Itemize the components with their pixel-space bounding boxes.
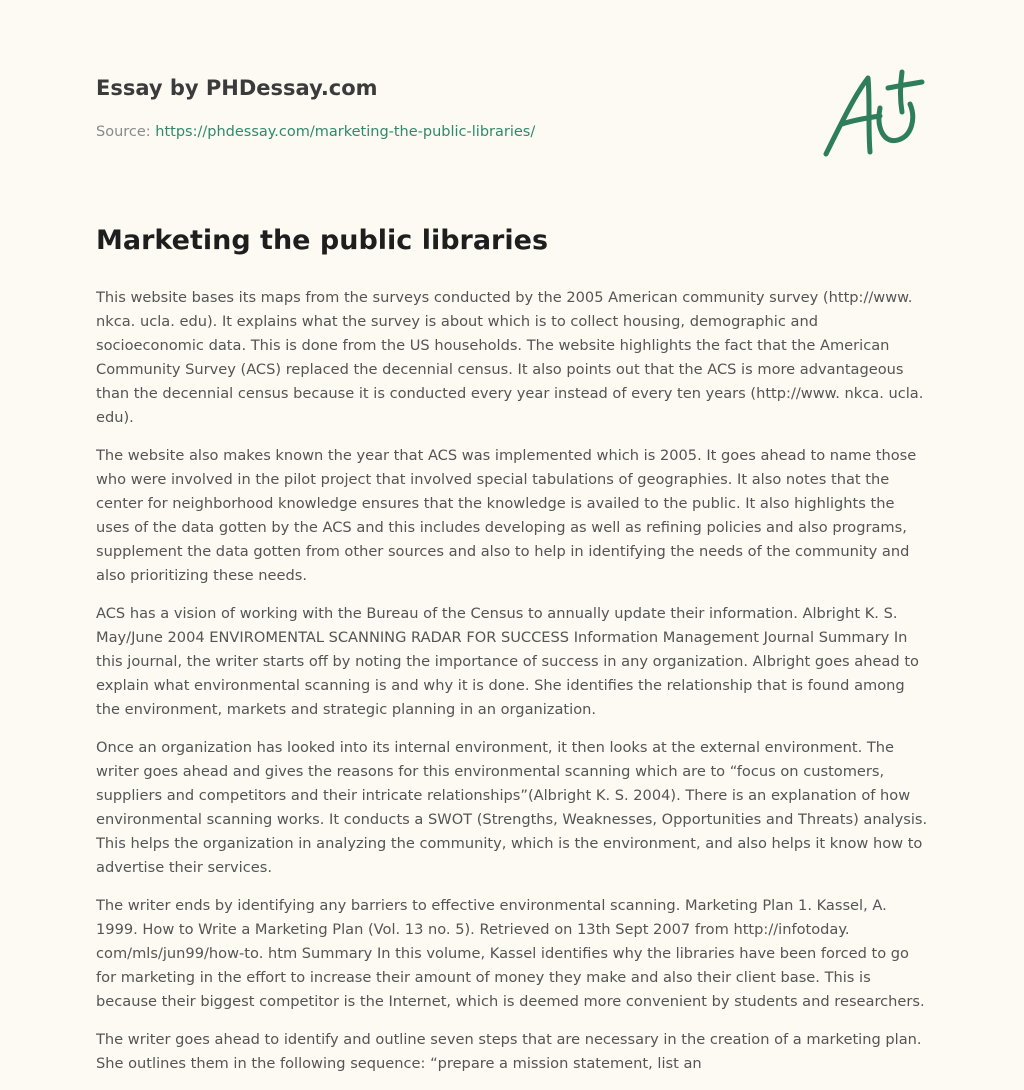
article-paragraph: ACS has a vision of working with the Bureau of the Census to annually update their information. Albright K. S. May/June 2004 ENVIROMENTAL SCANNING RADAR FOR SUCCESS Information Management Journal Summary In this journal, the writer starts off by noting the importance of success in any organization. Albright goes ahead to explain what environmental scanning is and why it is done. She identifies the relationship that is found among the environment, markets and strategic planning in an organization. xyxy=(96,605,919,718)
article-paragraph: The writer ends by identifying any barriers to effective environmental scanning. Marketing Plan 1. Kassel, A. 1999. How to Write a Marketing Plan (Vol. 13 no. 5). Retrieved on 13th Sept 2007 from http://infotoday. com/mls/jun99/how-to. htm Summary In this volume, Kassel identifies why the libraries have been forced to go for marketing in the effort to increase their amount of money they make and also their client base. This is because their biggest competitor is the Internet, which is deemed more convenient by students and researchers. xyxy=(96,897,925,1010)
article-body xyxy=(96,286,928,1090)
article-paragraph: The writer goes ahead to identify and outline seven steps that are necessary in the creation of a marketing plan. She outlines them in the following sequence: “prepare a mission statement, list an xyxy=(96,1031,922,1072)
source-link[interactable]: https://phdessay.com/marketing-the-public-libraries/ xyxy=(155,124,536,140)
article-title: Marketing the public libraries xyxy=(96,225,549,256)
source-label: Source: xyxy=(96,124,151,140)
source-line xyxy=(96,124,535,140)
brand-title: Essay by PHDessay.com xyxy=(96,76,378,100)
a-plus-logo-icon xyxy=(818,66,928,162)
article-paragraph: The website also makes known the year that ACS was implemented which is 2005. It goes ahead to name those who were involved in the pilot project that involved special tabulations of geographies. It also notes that the center for neighborhood knowledge ensures that the knowledge is availed to the public. It also highlights the uses of the data gotten by the ACS and this includes developing as well as refining policies and also programs, supplement the data gotten from other sources and also to help in identifying the needs of the community and also prioritizing these needs. xyxy=(96,447,917,584)
page-header xyxy=(96,76,928,186)
article-paragraph: Once an organization has looked into its internal environment, it then looks at the external environment. The writer goes ahead and gives the reasons for this environmental scanning which are to “focus on customers, suppliers and competitors and their intricate relationships”(Albright K. S. 2004). There is an explanation of how environmental scanning works. It conducts a SWOT (Strengths, Weaknesses, Opportunities and Threats) analysis. This helps the organization in analyzing the community, which is the environment, and also helps it know how to advertise their services. xyxy=(96,739,928,876)
article-paragraph: This website bases its maps from the surveys conducted by the 2005 American community survey (http://www. nkca. ucla. edu). It explains what the survey is about which is to collect housing, demographic and socioeconomic data. This is done from the US households. The website highlights the fact that the American Community Survey (ACS) replaced the decennial census. It also points out that the ACS is more advantageous than the decennial census because it is conducted every year instead of every ten years (http://www. nkca. ucla. edu). xyxy=(96,289,924,426)
